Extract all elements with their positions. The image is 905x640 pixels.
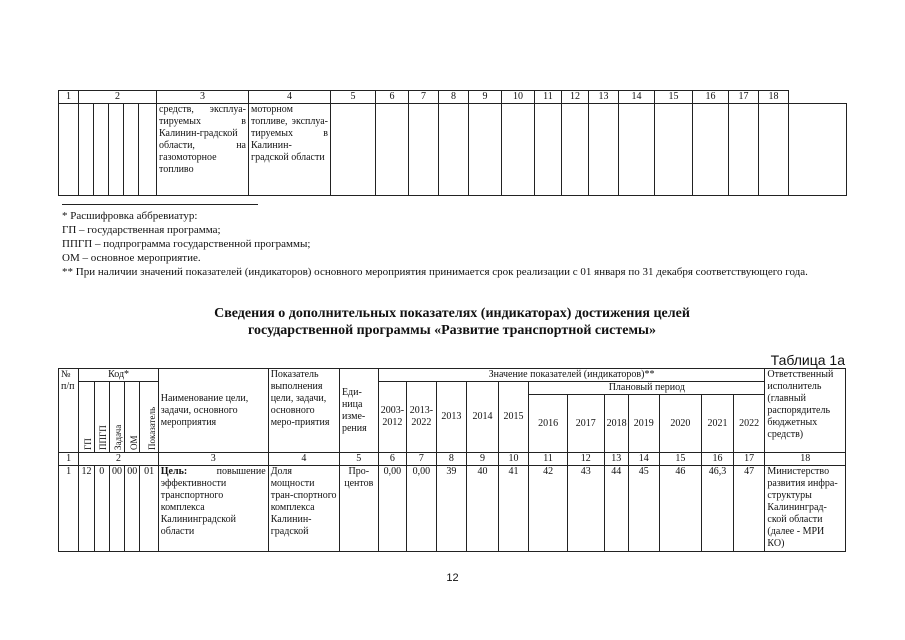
- cell-name-text: повышение эффективности транспортного комплекса Калининградской области: [160, 466, 266, 537]
- col-number: 16: [693, 91, 729, 104]
- col-number: 10: [498, 453, 529, 466]
- col-number: 6: [376, 91, 409, 104]
- cell-value: 42: [529, 466, 568, 552]
- footnote-line: ППГП – подпрограмма государственной программы;: [62, 238, 311, 250]
- cell-value: 45: [628, 466, 659, 552]
- header-year: 2015: [498, 382, 529, 453]
- cell-name: средств, эксплуа-тируемых в Калинин-градской области, на газомоторное топливо: [157, 104, 249, 196]
- cell-unit: Про-центов: [339, 466, 378, 552]
- cell-value: 46: [659, 466, 702, 552]
- header-code-om: ОМ: [125, 382, 140, 453]
- cell-name-label: Цель:: [160, 466, 188, 477]
- cell-code: 12: [79, 466, 94, 552]
- col-number: 2: [79, 453, 158, 466]
- col-number: 3: [157, 91, 249, 104]
- section-title: [60, 305, 844, 339]
- cell-name: [158, 466, 268, 552]
- col-number: 3: [158, 453, 268, 466]
- col-number: 15: [655, 91, 693, 104]
- col-number: 9: [467, 453, 499, 466]
- col-number: 8: [439, 91, 469, 104]
- cell-responsible: Министерство развития инфра-структуры Калининград-ской области (далее - МРИ КО): [765, 466, 846, 552]
- header-year: 2019: [628, 395, 659, 453]
- col-number: 12: [567, 453, 604, 466]
- header-responsible: Ответственный исполнитель (главный распорядитель бюджетных средств): [765, 369, 846, 453]
- header-year: 2018: [604, 395, 628, 453]
- footnote-line: ОМ – основное мероприятие.: [62, 252, 201, 264]
- header-code-indicator: Показатель: [140, 382, 158, 453]
- header-code-gp: ГП: [79, 382, 94, 453]
- cell-code: 01: [140, 466, 158, 552]
- cell-no: 1: [59, 466, 79, 552]
- footnote-line: ГП – государственная программа;: [62, 224, 221, 236]
- col-number: 9: [469, 91, 502, 104]
- col-number: 4: [249, 91, 331, 104]
- col-number: 12: [562, 91, 589, 104]
- col-number: 11: [535, 91, 562, 104]
- cell-value: 46,3: [702, 466, 734, 552]
- footnote-line: * Расшифровка аббревиатур:: [62, 210, 198, 222]
- header-year: 2013: [436, 382, 467, 453]
- table-row: [59, 466, 846, 552]
- col-number: 5: [331, 91, 376, 104]
- cell-indicator: моторном топливе, эксплуа-тируемых в Калинин-градской области: [249, 104, 331, 196]
- header-indicator: Показатель выполнения цели, задачи, основного меро-приятия: [268, 369, 339, 453]
- col-number: 8: [436, 453, 467, 466]
- cell-value: 0,00: [407, 466, 437, 552]
- col-number: 18: [759, 91, 789, 104]
- cell-value: 39: [436, 466, 467, 552]
- header-year: 2021: [702, 395, 734, 453]
- footnotes: [62, 209, 846, 279]
- cell-value: 44: [604, 466, 628, 552]
- header-row: [59, 369, 846, 382]
- column-number-row: [59, 453, 846, 466]
- cell-value: 40: [467, 466, 499, 552]
- footnote-divider: [62, 204, 258, 205]
- col-number: 18: [765, 453, 846, 466]
- col-number: 4: [268, 453, 339, 466]
- col-number: 17: [733, 453, 765, 466]
- cell-code: 0: [94, 466, 109, 552]
- header-code: Код*: [79, 369, 158, 382]
- header-year: 2003-2012: [378, 382, 407, 453]
- header-year: 2014: [467, 382, 499, 453]
- cell-value: 41: [498, 466, 529, 552]
- header-code-ppgp: ППГП: [94, 382, 109, 453]
- cell-value: 43: [567, 466, 604, 552]
- col-number: 7: [407, 453, 437, 466]
- table-label: Таблица 1а: [770, 352, 845, 368]
- cell-code: 00: [109, 466, 124, 552]
- header-no: № п/п: [59, 369, 79, 453]
- header-unit: Еди-ница изме-рения: [339, 369, 378, 453]
- indicators-table: [58, 368, 846, 552]
- footnote-line: ** При наличии значений показателей (индикаторов) основного мероприятия принимается срок реализации с 01 января по 31 декабря соответствующего года.: [62, 266, 808, 278]
- header-year: 2022: [733, 395, 765, 453]
- cell-value: 47: [733, 466, 765, 552]
- col-number: 11: [529, 453, 568, 466]
- col-number: 10: [502, 91, 535, 104]
- col-number: 17: [729, 91, 759, 104]
- header-values: Значение показателей (индикаторов)**: [378, 369, 765, 382]
- table-row: [59, 104, 847, 196]
- column-number-row: [59, 91, 847, 104]
- col-number: 2: [79, 91, 157, 104]
- header-year: 2016: [529, 395, 568, 453]
- cell-code: 00: [125, 466, 140, 552]
- col-number: 16: [702, 453, 734, 466]
- cell-value: 0,00: [378, 466, 407, 552]
- col-number: 1: [59, 91, 79, 104]
- header-code-task: Задача: [109, 382, 124, 453]
- section-title-line2: государственной программы «Развитие транспортной системы»: [248, 323, 656, 338]
- header-year: 2020: [659, 395, 702, 453]
- page-number: 12: [446, 572, 459, 584]
- header-name: Наименование цели, задачи, основного мероприятия: [158, 369, 268, 453]
- header-year: 2013-2022: [407, 382, 437, 453]
- col-number: 6: [378, 453, 407, 466]
- col-number: 5: [339, 453, 378, 466]
- section-title-line1: Сведения о дополнительных показателях (индикаторах) достижения целей: [214, 306, 690, 321]
- col-number: 14: [619, 91, 655, 104]
- col-number: 15: [659, 453, 702, 466]
- col-number: 13: [604, 453, 628, 466]
- cell-indicator: Доля мощности тран-спортного комплекса Калинин-градской: [268, 466, 339, 552]
- header-year: 2017: [567, 395, 604, 453]
- continuation-table: [58, 90, 847, 196]
- col-number: 13: [589, 91, 619, 104]
- col-number: 7: [409, 91, 439, 104]
- col-number: 1: [59, 453, 79, 466]
- col-number: 14: [628, 453, 659, 466]
- header-planned: Плановый период: [529, 382, 765, 395]
